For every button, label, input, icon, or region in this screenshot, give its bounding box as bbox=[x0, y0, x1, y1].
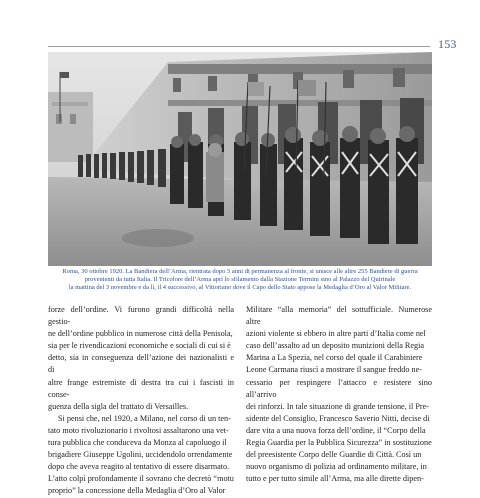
text-line: forze dell’ordine. Vi furono grandi difficoltà nella gestio- bbox=[48, 305, 234, 327]
text-line: brigadiere Giuseppe Ugolini, uccidendolo orrendamente bbox=[48, 450, 233, 460]
text-line: tutto e per tutto simile all’Arma, ma alle dirette dipen- bbox=[246, 474, 424, 484]
photo-caption bbox=[48, 268, 432, 293]
text-line: sidente del Consiglio, Francesco Saverio Nitti, decise di bbox=[246, 413, 430, 423]
text-line: Leone Carmana riuscì a mostrare il sangue freddo ne- bbox=[246, 365, 422, 375]
text-line: altre frange estremiste di destra tra cui i fascisti in conse- bbox=[48, 377, 234, 399]
text-line: cessario per respingere l’attacco e resistere sino all’arrivo bbox=[246, 377, 432, 399]
text-line: Marina a La Spezia, nel corso del quale il Carabiniere bbox=[246, 353, 423, 363]
caption-line: Roma, 30 ottobre 1920. La Bandiera dell’Arma, rientrata dopo 5 anni di permanenza al fronte, si unisce alle altre 255 Bandiere di guerra bbox=[62, 268, 418, 275]
text-line: del preesistente Corpo delle Guardie di Città. Così un bbox=[246, 450, 422, 460]
caption-line: provenienti da tutta Italia. Il Tricolore dell’Arma aprì lo sfilamento dalla Stazione Termini sino al Palazzo del Quirinale bbox=[84, 276, 396, 284]
text-line: caso dell’assalto ad un deposito munizioni della Regia bbox=[246, 341, 425, 351]
caption-line: la mattina del 3 novembre e da lì, il 4 successivo, al Vittoriano dove il Capo dello Stato appose la Medaglia d’Oro al Valor Militare. bbox=[68, 284, 412, 292]
text-line: L’atto colpì profondamente il sovrano che decretò “motu bbox=[48, 474, 234, 484]
historical-photo bbox=[48, 52, 432, 266]
text-line: ne dell’ordine pubblico in numerose città della Penisola, bbox=[48, 329, 233, 339]
text-line: dare vita a una nuova forza dell’ordine, il “Corpo della bbox=[246, 425, 426, 435]
text-line: guenza della sigla del trattato di Versailles. bbox=[48, 401, 189, 411]
text-line: azioni violente si ebbero in altre parti d’Italia come nel bbox=[246, 329, 426, 339]
page-number: 153 bbox=[438, 37, 457, 51]
text-line: Si pensi che, nel 1920, a Milano, nel corso di un ten- bbox=[58, 413, 231, 423]
text-line: Regia Guardia per la Pubblica Sicurezza” in sostituzione bbox=[246, 438, 432, 448]
text-line: sia per le rivendicazioni economiche e sociali di cui si è bbox=[48, 341, 231, 351]
text-line: nuovo organismo di polizia ad ordinamento militare, in bbox=[246, 462, 427, 472]
text-line: tato moto rivoluzionario i rivoltosi assaltarono una vet- bbox=[48, 425, 229, 435]
text-line: detto, sia in conseguenza dell’azione dei nazionalisti e di bbox=[48, 353, 234, 375]
text-line: proprio” la concessione della Medaglia d’Oro al Valor bbox=[48, 486, 226, 496]
text-line: dopo che aveva reagito al tentativo di essere disarmato. bbox=[48, 462, 230, 472]
text-line: dei rinforzi. In tale situazione di grande tensione, il Pre- bbox=[246, 401, 430, 411]
body-column-right bbox=[246, 304, 432, 485]
text-line: tura pubblica che conduceva da Monza al capoluogo il bbox=[48, 438, 227, 448]
body-column-left bbox=[48, 304, 234, 498]
text-line: Militare “alla memoria” del sottufficiale. Numerose altre bbox=[246, 305, 432, 327]
header-rule bbox=[48, 46, 430, 47]
